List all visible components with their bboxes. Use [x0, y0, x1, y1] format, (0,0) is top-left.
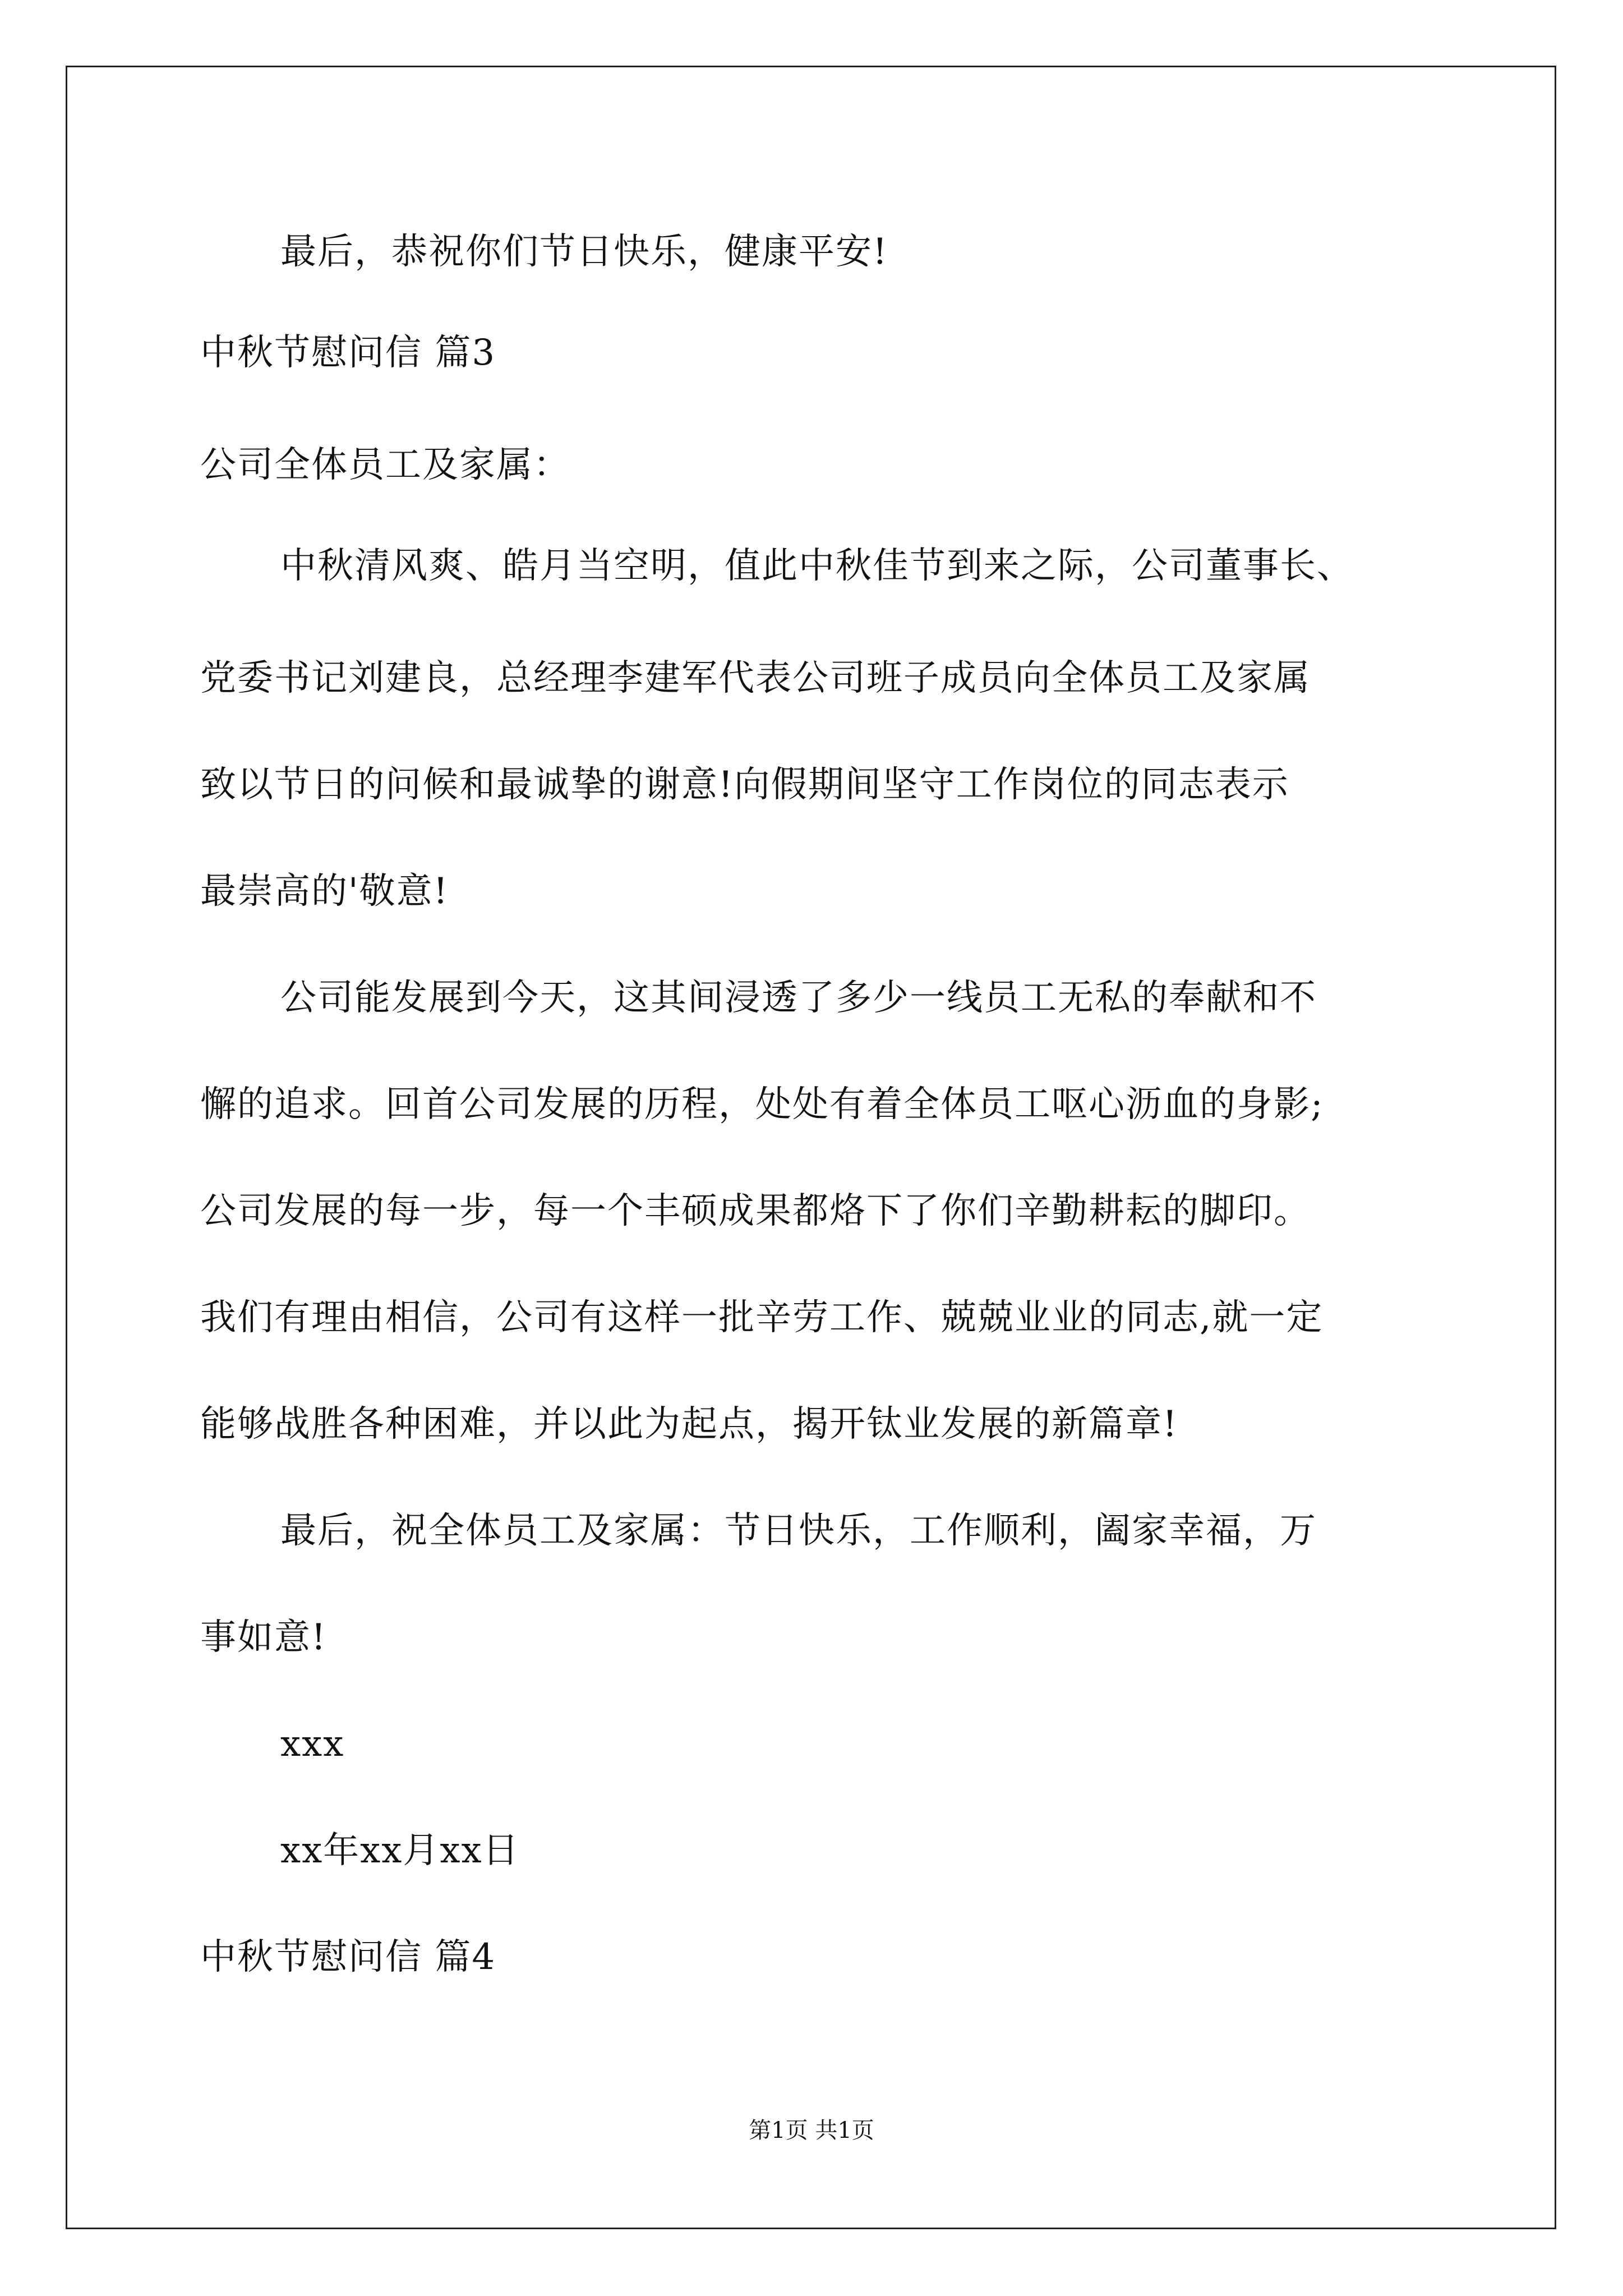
page-footer: 第1页 共1页 [749, 2118, 874, 2143]
page-border [66, 66, 1556, 2229]
paragraph-line: 中秋清风爽、皓月当空明，值此中秋佳节到来之际，公司董事长、 [280, 545, 1354, 587]
paragraph-line: 懈的追求。回首公司发展的历程，处处有着全体员工呕心沥血的身影; [200, 1084, 1324, 1125]
paragraph-line: 事如意! [200, 1617, 327, 1658]
date-line: xx年xx月xx日 [280, 1830, 520, 1871]
section-heading-4: 中秋节慰问信 篇4 [200, 1936, 496, 1978]
paragraph-line: 最后，祝全体员工及家属：节日快乐，工作顺利，阖家幸福，万 [280, 1510, 1317, 1552]
closing-line: 最后，恭祝你们节日快乐，健康平安! [280, 231, 888, 273]
paragraph-line: 最崇高的'敬意! [200, 871, 449, 912]
salutation: 公司全体员工及家属： [200, 444, 570, 486]
signature: xxx [280, 1723, 345, 1765]
paragraph-line: 致以节日的问候和最诚挚的谢意!向假期间坚守工作岗位的同志表示 [200, 764, 1289, 806]
paragraph-line: 公司能发展到今天，这其间浸透了多少一线员工无私的奉献和不 [280, 977, 1317, 1019]
section-heading-3: 中秋节慰问信 篇3 [200, 332, 496, 374]
paragraph-line: 公司发展的每一步，每一个丰硕成果都烙下了你们辛勤耕耘的脚印。 [200, 1190, 1311, 1232]
paragraph-line: 我们有理由相信，公司有这样一批辛劳工作、兢兢业业的同志,就一定 [200, 1297, 1324, 1338]
paragraph-line: 能够战胜各种困难，并以此为起点，揭开钛业发展的新篇章! [200, 1404, 1178, 1445]
paragraph-line: 党委书记刘建良，总经理李建军代表公司班子成员向全体员工及家属 [200, 657, 1311, 699]
